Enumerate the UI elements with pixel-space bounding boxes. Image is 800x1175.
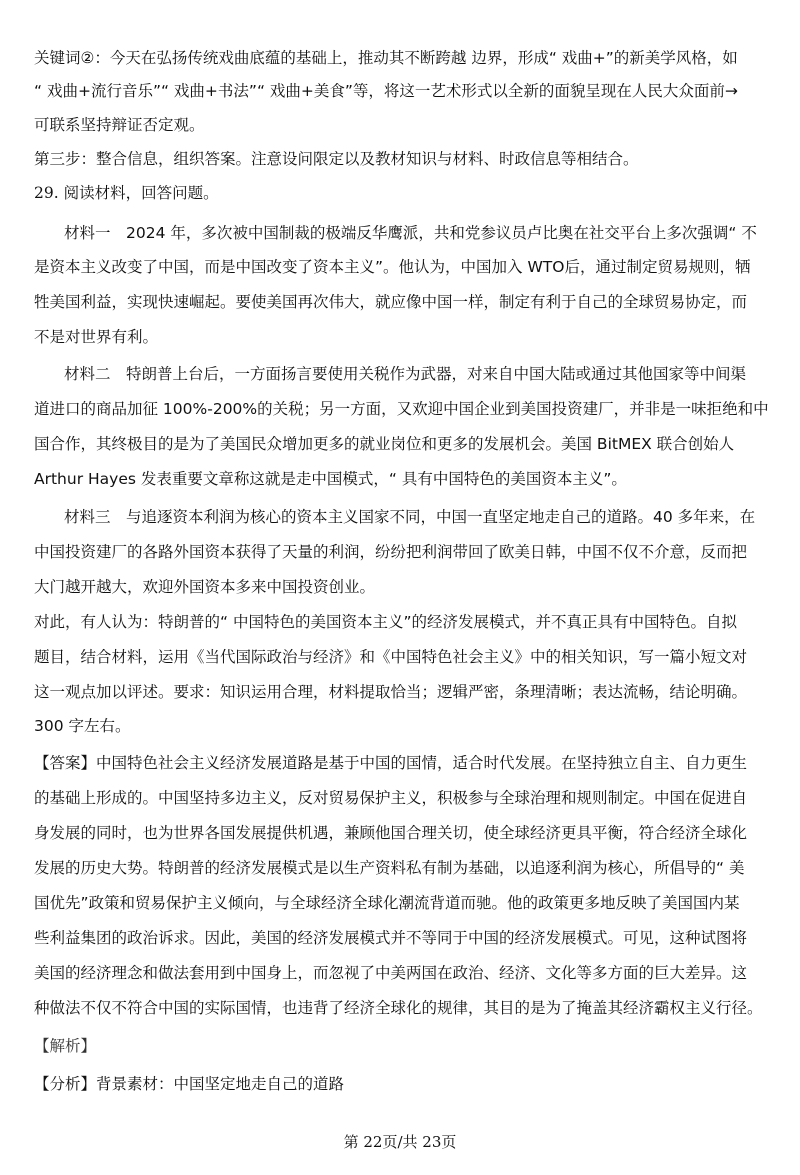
text-line: 种做法不仅不符合中国的实际国情，也违背了经济全球化的规律，其目的是为了掩盖其经济霸权主义行径。	[34, 999, 763, 1017]
text-line: 中国投资建厂的各路外国资本获得了天量的利润，纷纷把利润带回了欧美日韩，中国不仅不介意，反而把	[34, 543, 748, 561]
analysis-line: 【分析】背景素材：中国坚定地走自己的道路	[34, 1075, 345, 1093]
question-number-line: 29. 阅读材料，回答问题。	[34, 184, 219, 202]
text-line: 的基础上形成的。中国坚持多边主义，反对贸易保护主义，积极参与全球治理和规则制定。中国在促进自	[34, 789, 748, 807]
text-line: “ 戏曲+流行音乐”“ 戏曲+书法”“ 戏曲+美食”等，将这一艺术形式以全新的面貌呈现在人民大众面前→	[34, 82, 738, 100]
text-line: 国合作，其终极目的是为了美国民众增加更多的就业岗位和更多的发展机会。美国 BitMEX 联合创始人	[34, 435, 735, 453]
material-two-line: 材料二 特朗普上台后，一方面扬言要使用关税作为武器，对来自中国大陆或通过其他国家等中间渠	[64, 365, 747, 383]
text-line: 大门越开越大，欢迎外国资本多来中国投资创业。	[34, 578, 376, 596]
text-line: 题目，结合材料，运用《当代国际政治与经济》和《中国特色社会主义》中的相关知识，写一篇小短文对	[34, 648, 748, 666]
text-line: Arthur Hayes 发表重要文章称这就是走中国模式，“ 具有中国特色的美国资本主义”。	[34, 470, 627, 488]
text-line: 这一观点加以评述。要求：知识运用合理，材料提取恰当；逻辑严密，条理清晰；表达流畅，结论明确。	[34, 683, 748, 701]
text-line: 国优先”政策和贸易保护主义倾向，与全球经济全球化潮流背道而驰。他的政策更多地反映了美国国内某	[34, 894, 740, 912]
text-line: 发展的历史大势。特朗普的经济发展模式是以生产资料私有制为基础，以追逐利润为核心，所倡导的“ 美	[34, 859, 745, 877]
material-one-line: 材料一 2024 年，多次被中国制裁的极端反华鹰派，共和党参议员卢比奥在社交平台上多次强调“ 不	[64, 224, 757, 242]
text-line: 道进口的商品加征 100%-200%的关税；另一方面，又欢迎中国企业到美国投资建厂，并非是一味拒绝和中	[34, 400, 769, 418]
text-line: 些利益集团的政治诉求。因此，美国的经济发展模式并不等同于中国的经济发展模式。可见，这种试图将	[34, 929, 748, 947]
text-line: 300 字左右。	[34, 717, 131, 735]
page-footer: 第 22页/共 23页	[343, 1133, 457, 1151]
text-line: 是资本主义改变了中国，而是中国改变了资本主义”。他认为，中国加入 WTO后，通过制定贸易规则，牺	[34, 258, 751, 276]
text-line: 身发展的同时，也为世界各国发展提供机遇，兼顾他国合理关切，使全球经济更具平衡，符合经济全球化	[34, 824, 748, 842]
text-line: 关键词②：今天在弘扬传统戏曲底蕴的基础上，推动其不断跨越 边界，形成“ 戏曲+”的新美学风格，如	[34, 49, 738, 67]
text-line: 可联系坚持辩证否定观。	[34, 116, 205, 134]
text-line: 美国的经济理念和做法套用到中国身上，而忽视了中美两国在政治、经济、文化等多方面的巨大差异。这	[34, 964, 748, 982]
question-prompt-line: 对此，有人认为：特朗普的“ 中国特色的美国资本主义”的经济发展模式，并不真正具有中国特色。自拟	[34, 613, 737, 631]
material-three-line: 材料三 与追逐资本利润为核心的资本主义国家不同，中国一直坚定地走自己的道路。40 多年来，在	[64, 508, 756, 526]
text-line: 牲美国利益，实现快速崛起。要使美国再次伟大，就应像中国一样，制定有利于自己的全球贸易协定，而	[34, 293, 748, 311]
analysis-heading: 【解析】	[34, 1037, 97, 1055]
answer-line: 【答案】中国特色社会主义经济发展道路是基于中国的国情，适合时代发展。在坚持独立自主、自力更生	[34, 754, 748, 772]
text-line: 不是对世界有利。	[34, 328, 159, 346]
text-line: 第三步：整合信息，组织答案。注意设问限定以及教材知识与材料、时政信息等相结合。	[34, 150, 639, 168]
